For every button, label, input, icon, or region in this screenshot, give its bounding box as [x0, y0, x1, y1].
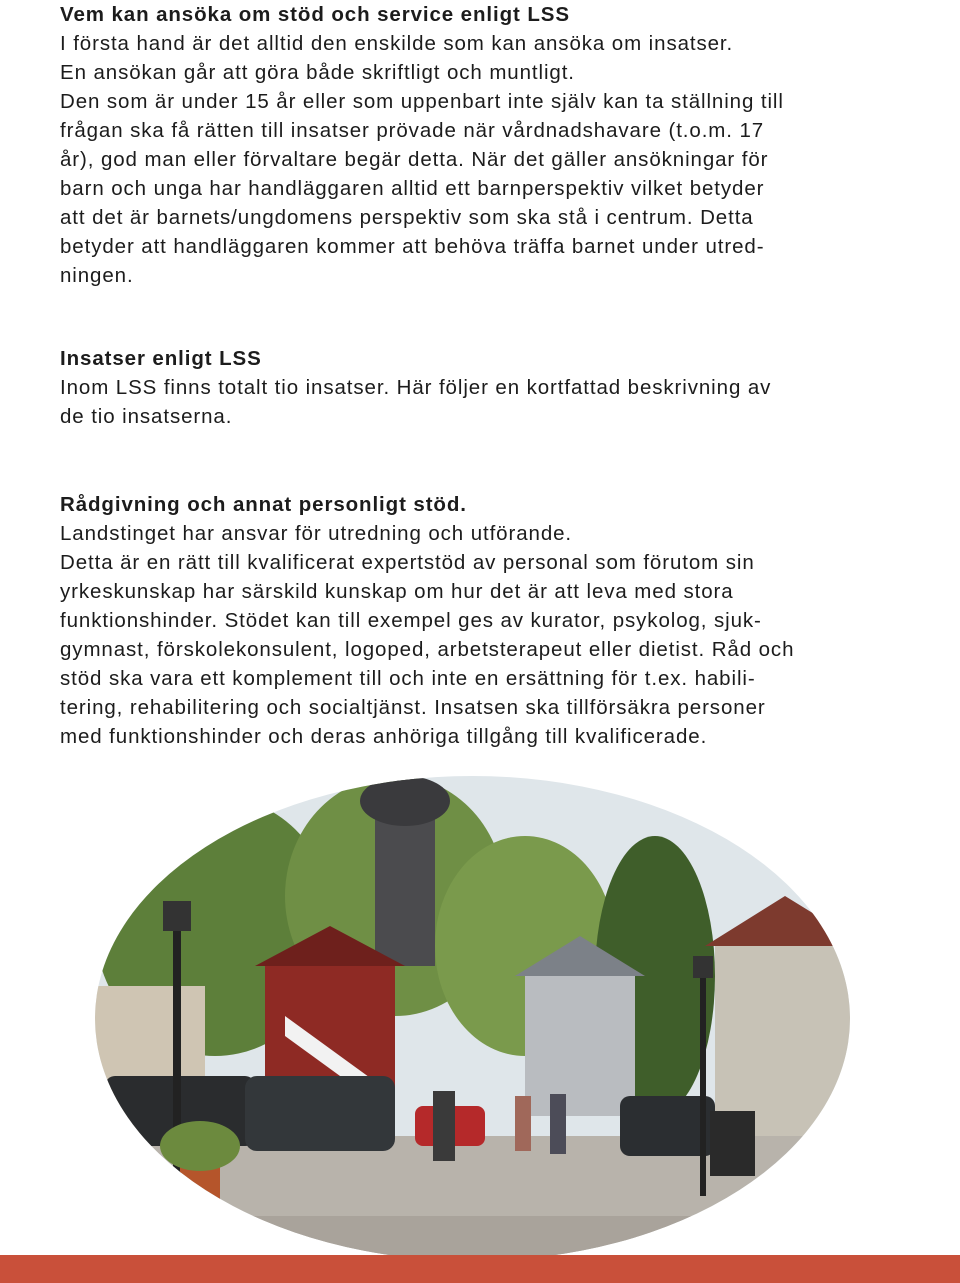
text-line: ningen.: [60, 264, 134, 287]
town-street-photo: [95, 776, 850, 1261]
text-line: att det är barnets/ungdomens perspektiv som ska stå i centrum. Detta: [60, 206, 754, 229]
text-line: tering, rehabilitering och socialtjänst. Insatsen ska tillförsäkra personer: [60, 696, 766, 719]
text-line: Landstinget har ansvar för utredning och utförande.: [60, 522, 573, 545]
section-heading: Insatser enligt LSS: [60, 347, 262, 370]
section-heading: Rådgivning och annat personligt stöd.: [60, 493, 467, 516]
text-line: Detta är en rätt till kvalificerat expertstöd av personal som förutom sin: [60, 551, 755, 574]
text-line: stöd ska vara ett komplement till och inte en ersättning för t.ex. habili-: [60, 667, 756, 690]
text-line: betyder att handläggaren kommer att behöva träffa barnet under utred-: [60, 235, 765, 258]
text-line: barn och unga har handläggaren alltid ett barnperspektiv vilket betyder: [60, 177, 765, 200]
text-line: Den som är under 15 år eller som uppenbart inte själv kan ta ställning till: [60, 90, 784, 113]
text-line: gymnast, förskolekonsulent, logoped, arbetsterapeut eller dietist. Råd och: [60, 638, 795, 661]
street-scene-illustration: [95, 776, 850, 1261]
section-radgivning: [60, 490, 920, 751]
text-line: med funktionshinder och deras anhöriga tillgång till kvalificerade.: [60, 725, 708, 748]
text-line: funktionshinder. Stödet kan till exempel ges av kurator, psykolog, sjuk-: [60, 609, 762, 632]
text-line: I första hand är det alltid den enskilde som kan ansöka om insatser.: [60, 32, 734, 55]
text-line: de tio insatserna.: [60, 405, 233, 428]
text-line: yrkeskunskap har särskild kunskap om hur det är att leva med stora: [60, 580, 734, 603]
text-line: En ansökan går att göra både skriftligt och muntligt.: [60, 61, 575, 84]
text-line: år), god man eller förvaltare begär detta. När det gäller ansökningar för: [60, 148, 769, 171]
section-heading: Vem kan ansöka om stöd och service enligt LSS: [60, 3, 570, 26]
text-line: frågan ska få rätten till insatser prövade när vårdnadshavare (t.o.m. 17: [60, 119, 765, 142]
footer-color-bar: [0, 1255, 960, 1283]
text-line: Inom LSS finns totalt tio insatser. Här följer en kortfattad beskrivning av: [60, 376, 772, 399]
section-who-can-apply: [60, 0, 920, 290]
section-lss-insatser: [60, 344, 920, 431]
